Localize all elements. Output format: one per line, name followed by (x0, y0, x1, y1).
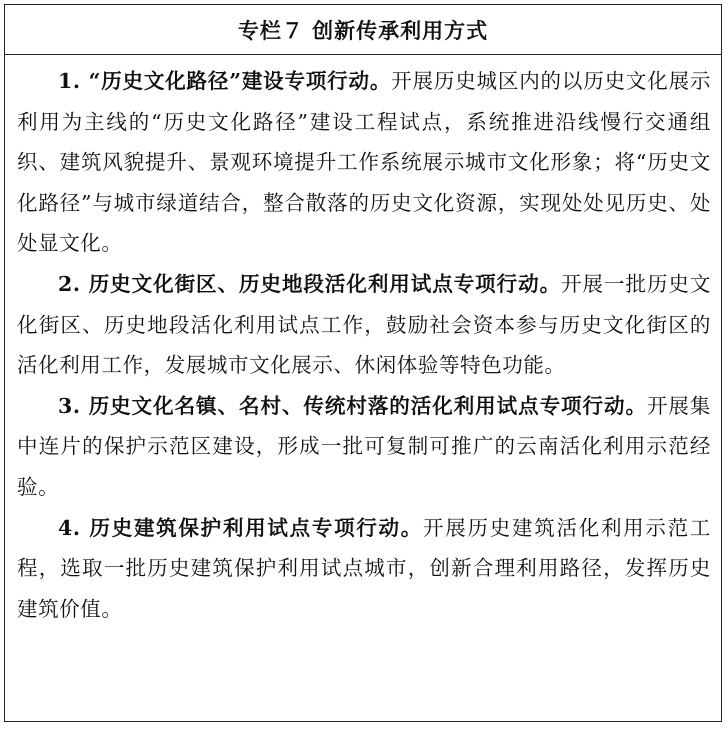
column-box (4, 4, 722, 722)
item-1-paragraph (17, 61, 711, 264)
item-3-paragraph (17, 386, 711, 508)
item-4-body: 开展历史建筑活化利用示范工程，选取一批历史建筑保护利用试点城市，创新合理利用路径，发挥历史建筑价值。 (17, 515, 711, 621)
item-3-body: 开展集中连片的保护示范区建设，形成一批可复制可推广的云南活化利用示范经验。 (17, 393, 711, 499)
item-4-heading: 4. 历史建筑保护利用试点专项行动。 (58, 515, 424, 540)
column-title: 专栏７ 创新传承利用方式 (5, 5, 721, 55)
item-1-heading: 1. “历史文化路径”建设专项行动。 (58, 69, 392, 93)
item-2-body: 开展一批历史文化街区、历史地段活化利用试点工作，鼓励社会资本参与历史文化街区的活化利用工作，发展城市文化展示、休闲体验等特色功能。 (17, 271, 711, 378)
item-4-paragraph (17, 508, 711, 630)
item-3-heading: 3. 历史文化名镇、名村、传统村落的活化利用试点专项行动。 (58, 393, 647, 418)
column-content (5, 55, 721, 629)
item-1-body: 开展历史城区内的以历史文化展示利用为主线的“历史文化路径”建设工程试点，系统推进沿线慢行交通组织、建筑风貌提升、景观环境提升工作系统展示城市文化形象；将“历史文化路径”与城市绿道结合，整合散落的历史文化资源，实现处处见历史、处处显文化。 (17, 69, 712, 256)
item-2-paragraph (17, 264, 711, 386)
item-2-heading: 2. 历史文化街区、历史地段活化利用试点专项行动。 (58, 271, 562, 296)
